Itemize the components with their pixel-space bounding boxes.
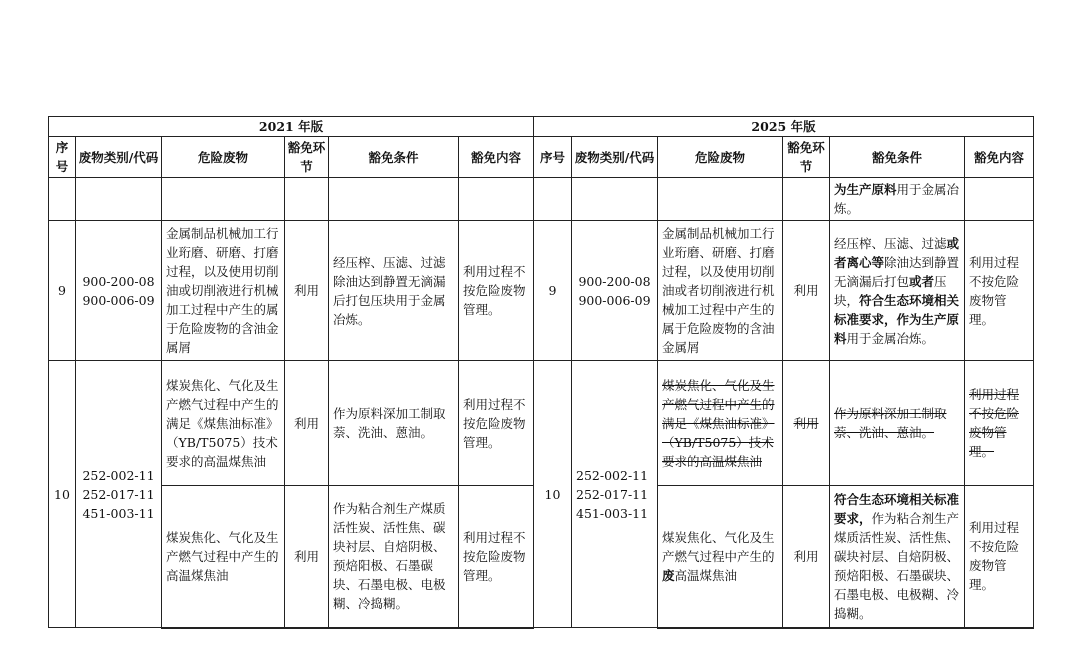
cond-cell-right: 符合生态环境相关标准要求，作为粘合剂生产煤质活性炭、活性焦、碳块衬层、自焙阴极、预焙阳极、石墨碳块、石墨电极、电极糊、冷捣糊。 <box>830 486 965 628</box>
seq-cell-right: 9 <box>534 221 572 361</box>
header-cond-left: 豁免条件 <box>329 137 459 178</box>
cond-cell-right-deleted: 作为原料深加工制取萘、洗油、蒽油。 <box>830 361 965 486</box>
header-seq-right: 序号 <box>534 137 572 178</box>
stage-cell: 利用 <box>285 486 329 628</box>
year-header-row <box>49 117 1034 137</box>
code-cell: 252-002-11 252-017-11 451-003-11 <box>76 361 162 628</box>
content-cell: 利用过程不按危险废物管理。 <box>459 361 534 486</box>
waste-cell: 煤炭焦化、气化及生产燃气过程中产生的高温煤焦油 <box>162 486 285 628</box>
continued-cond-right: 为生产原料用于金属冶炼。 <box>830 178 965 221</box>
year-2025: 2025 年版 <box>534 117 1034 137</box>
seq-cell: 9 <box>49 221 76 361</box>
header-cond-right: 豁免条件 <box>830 137 965 178</box>
header-seq-left: 序号 <box>49 137 76 178</box>
year-2021: 2021 年版 <box>49 117 534 137</box>
stage-cell-right: 利用 <box>783 486 830 628</box>
waste-cell-right: 金属制品机械加工行业珩磨、研磨、打磨过程，以及使用切削油或者切削液进行机械加工过程中产生的属于危险废物的含油金属屑 <box>658 221 783 361</box>
table-row-10a <box>49 361 1034 486</box>
code-cell-right: 252-002-11 252-017-11 451-003-11 <box>572 361 658 628</box>
content-cell: 利用过程不按危险废物管理。 <box>459 221 534 361</box>
waste-cell: 煤炭焦化、气化及生产燃气过程中产生的满足《煤焦油标准》（YB/T5075）技术要求的高温煤焦油 <box>162 361 285 486</box>
continued-row <box>49 178 1034 221</box>
cond-cell: 经压榨、压滤、过滤除油达到静置无滴漏后打包压块用于金属冶炼。 <box>329 221 459 361</box>
content-cell-right-deleted: 利用过程不按危险废物管理。 <box>965 361 1034 486</box>
seq-cell: 10 <box>49 361 76 628</box>
stage-cell-right-deleted: 利用 <box>783 361 830 486</box>
header-content-right: 豁免内容 <box>965 137 1034 178</box>
header-content-left: 豁免内容 <box>459 137 534 178</box>
stage-cell: 利用 <box>285 361 329 486</box>
stage-cell: 利用 <box>285 221 329 361</box>
cond-cell: 作为粘合剂生产煤质活性炭、活性焦、碳块衬层、自焙阴极、预焙阳极、石墨碳块、石墨电极、电极糊、冷捣糊。 <box>329 486 459 628</box>
content-cell-right: 利用过程不按危险废物管理。 <box>965 486 1034 628</box>
column-header-row <box>49 137 1034 178</box>
waste-cell-right-deleted: 煤炭焦化、气化及生产燃气过程中产生的满足《煤焦油标准》（YB/T5075）技术要求的高温煤焦油 <box>658 361 783 486</box>
header-waste-right: 危险废物 <box>658 137 783 178</box>
code-cell-right: 900-200-08 900-006-09 <box>572 221 658 361</box>
header-waste-left: 危险废物 <box>162 137 285 178</box>
seq-cell-right: 10 <box>534 361 572 628</box>
cond-cell-right: 经压榨、压滤、过滤或者离心等除油达到静置无滴漏后打包或者压块，符合生态环境相关标准要求，作为生产原料用于金属冶炼。 <box>830 221 965 361</box>
table-row-9 <box>49 221 1034 361</box>
header-code-left: 废物类别/代码 <box>76 137 162 178</box>
waste-cell-right: 煤炭焦化、气化及生产燃气过程中产生的废高温煤焦油 <box>658 486 783 628</box>
content-cell: 利用过程不按危险废物管理。 <box>459 486 534 628</box>
content-cell-right: 利用过程不按危险废物管理。 <box>965 221 1034 361</box>
header-stage-right: 豁免环节 <box>783 137 830 178</box>
waste-cell: 金属制品机械加工行业珩磨、研磨、打磨过程，以及使用切削油或切削液进行机械加工过程中产生的属于危险废物的含油金属屑 <box>162 221 285 361</box>
header-stage-left: 豁免环节 <box>285 137 329 178</box>
stage-cell-right: 利用 <box>783 221 830 361</box>
header-code-right: 废物类别/代码 <box>572 137 658 178</box>
comparison-table <box>48 116 1034 629</box>
code-cell: 900-200-08 900-006-09 <box>76 221 162 361</box>
cond-cell: 作为原料深加工制取萘、洗油、蒽油。 <box>329 361 459 486</box>
